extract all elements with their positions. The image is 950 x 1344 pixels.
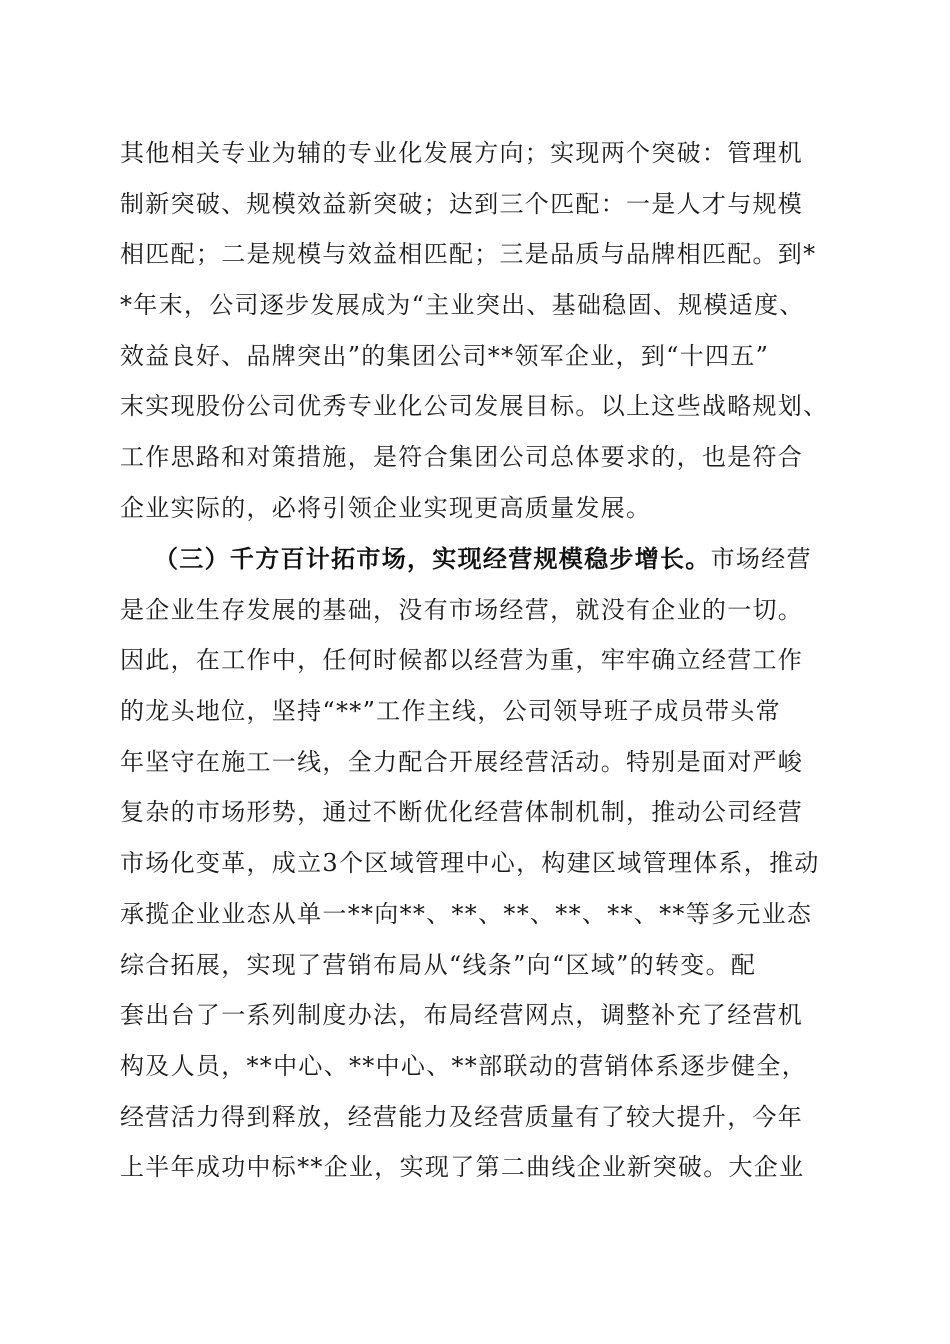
paragraph-line: 效益良好、品牌突出”的集团公司**领军企业，到“十四五” (120, 341, 770, 370)
paragraph-line: 是企业生存发展的基础，没有市场经营，就没有企业的一切。 (120, 595, 804, 624)
paragraph-line: 套出台了一系列制度办法，布局经营网点，调整补充了经营机 (120, 1001, 804, 1030)
paragraph-line: 工作思路和对策措施，是符合集团公司总体要求的，也是符合 (120, 443, 804, 472)
paragraph-line: 经营活力得到释放，经营能力及经营质量有了较大提升，今年 (120, 1102, 804, 1131)
paragraph-line: 承揽企业业态从单一**向**、**、**、**、**、**等多元业态 (120, 899, 813, 928)
paragraph-line: *年末，公司逐步发展成为“主业突出、基础稳固、规模适度、 (120, 291, 805, 320)
paragraph-market-expansion (120, 534, 836, 1193)
paragraph-line: 复杂的市场形势，通过不断优化经营体制机制，推动公司经营 (120, 798, 804, 827)
paragraph-strategy-conclusion (120, 128, 836, 534)
paragraph-line: 市场化变革，成立3个区域管理中心，构建区域管理体系，推动 (120, 849, 820, 878)
paragraph-line: 年坚守在施工一线，全力配合开展经营活动。特别是面对严峻 (120, 747, 804, 776)
paragraph-line: 综合拓展，实现了营销布局从“线条”向“区域”的转变。配 (120, 950, 757, 979)
first-line-text: 市场经营 (710, 545, 812, 573)
paragraph-line: 相匹配；二是规模与效益相匹配；三是品质与品牌相匹配。到* (120, 240, 817, 269)
paragraph-line: 构及人员，**中心、**中心、**部联动的营销体系逐步健全， (120, 1051, 807, 1080)
paragraph-first-line (120, 534, 836, 585)
paragraph-line: 企业实际的，必将引领企业实现更高质量发展。 (120, 493, 652, 522)
section-heading: （三）千方百计拓市场，实现经营规模稳步增长。 (154, 544, 711, 573)
paragraph-line: 其他相关专业为辅的专业化发展方向；实现两个突破：管理机 (120, 139, 804, 167)
paragraph-line: 上半年成功中标**企业，实现了第二曲线企业新突破。大企业 (120, 1153, 805, 1182)
paragraph-line: 末实现股份公司优秀专业化公司发展目标。以上这些战略规划、 (120, 392, 829, 421)
paragraph-line: 制新突破、规模效益新突破；达到三个匹配：一是人才与规模 (120, 189, 804, 218)
paragraph-line: 因此，在工作中，任何时候都以经营为重，牢牢确立经营工作 (120, 646, 804, 675)
paragraph-line: 的龙头地位，坚持“**”工作主线，公司领导班子成员带头常 (120, 697, 781, 726)
